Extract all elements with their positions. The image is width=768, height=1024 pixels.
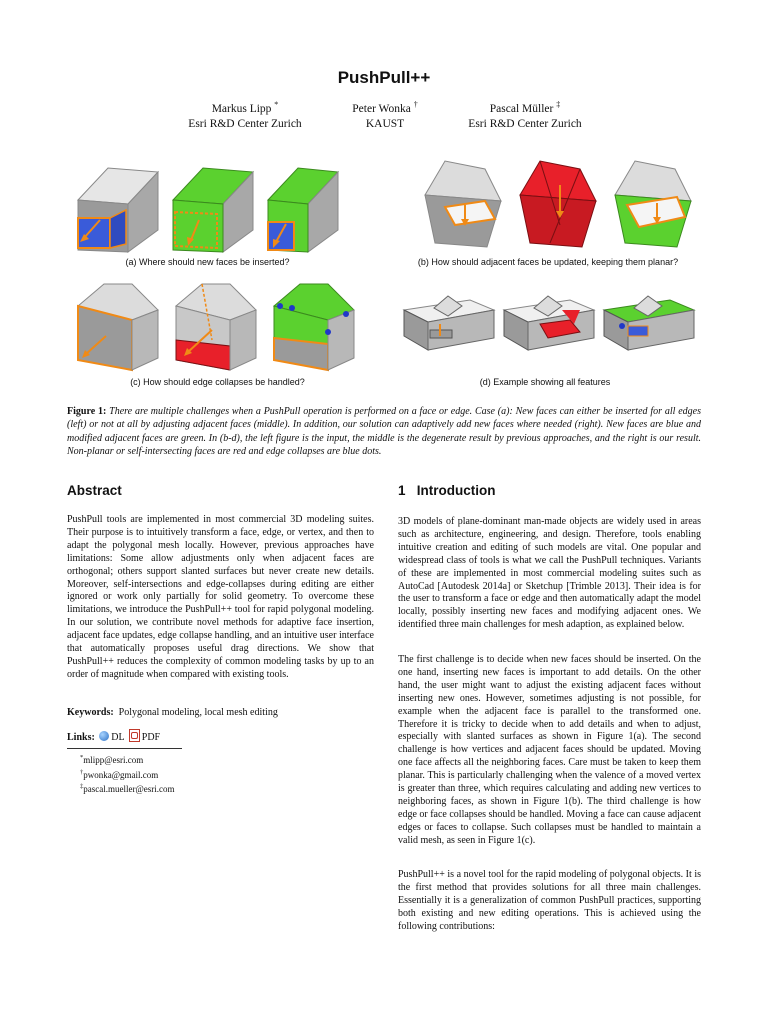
author-mark: ‡	[556, 100, 561, 109]
author-name: Markus Lipp	[211, 102, 272, 115]
figure-1d-illustration	[400, 280, 700, 370]
model-degenerate	[520, 161, 596, 247]
model-result	[604, 296, 694, 350]
figure-1c-illustration	[70, 280, 355, 375]
intro-paragraph-2: The first challenge is to decide when new faces should be inserted. On the one hand, inserting new faces is important to add details. On the other hand, the user might want to adjust the existing adjacent faces without inserting new ones. However, sometimes adjusting is not possible, for example when the adjacent face is parallel to the transformed one. Therefore it is tricky to decide when to add details and when to adjust, especially with slanted surfaces as shown in Figure 1(a). The second challenge is how vertices and adjacent faces should be updated. Moving one face affects all the neighboring faces. Care must be taken to keep them planar. This is particularly challenging when the valence of a moved vertex is greater than three, which requires calculating and adding new vertices to neighboring faces, as shown in Figure 1(b). The third challenge is how edge or face collapses should be handled. Moving a face can cause adjacent edges or faces to collapse. Such collapses must be handled to maintain a valid mesh, as seen in Figure 1(c).	[398, 654, 701, 846]
dl-link[interactable]: DL	[111, 732, 125, 743]
author-3	[455, 97, 595, 132]
author-mark: †	[413, 100, 418, 109]
footnote: ‡pascal.mueller@esri.com	[80, 783, 175, 794]
author-mark: *	[274, 100, 279, 109]
author-affiliation: Esri R&D Center Zurich	[188, 117, 302, 130]
paper-title: PushPull++	[337, 68, 431, 87]
abstract-heading: Abstract	[67, 483, 122, 498]
section-number: 1	[398, 483, 406, 498]
figure-caption	[67, 405, 701, 458]
figure-1a-illustration	[70, 160, 340, 260]
author-1	[180, 97, 310, 132]
author-2	[330, 97, 440, 132]
footnote: †pwonka@gmail.com	[80, 768, 159, 780]
model-result	[615, 161, 691, 247]
links-row	[67, 729, 374, 745]
introduction-heading	[398, 483, 496, 498]
abstract-text: PushPull tools are implemented in most commercial 3D modeling suites. Their purpose is to intuitively transform a face, edge, or vertex, and then to adapt the polygonal mesh locally. However, previous approaches have limitations: Some allow adjustments only when adjacent faces are orthogonal; others support slanted surfaces but never create new details. Moreover, self-intersections and edge-collapses during editing are either ignored or work only partially for solid geometry. To overcome these limitations, we introduce the PushPull++ tool for rapid polygonal modeling. In our solution, we contribute novel methods for adaptive face insertion, adjacent face updates, edge collapse handling, and an intuitive user interface that automatically proposes useful drag directions. We show that PushPull++ reduces the complexity of common modeling tasks by up to an order of magnitude when compared with existing tools.	[67, 514, 374, 680]
author-affiliation: KAUST	[365, 117, 405, 130]
model-blue-insert	[78, 168, 158, 252]
footnotes	[80, 752, 175, 796]
pdf-link[interactable]: PDF	[141, 732, 161, 743]
model-input	[404, 296, 494, 350]
model-adaptive	[268, 168, 338, 252]
author-name: Pascal Müller	[489, 102, 554, 115]
intro-paragraph-1: 3D models of plane-dominant man-made objects are widely used in areas such as architecture, engineering, and design. Therefore, tools enabling intuitive creation and editing of such models are vital. One popular and widespread class of tools is what we call the PushPull techniques. Variants of these are implemented in most commercial modeling suites such as AutoCad [Autodesk 2014a] or Sketchup [Trimble 2013]. Their idea is for the user to transform a face or edge and then automatically adapt the model locally, possibly inserting new faces and modifying adjacent ones. We identified three main challenges for mesh adaption, as explained below.	[398, 516, 701, 631]
model-green-adjust	[173, 168, 253, 252]
author-name: Peter Wonka	[352, 102, 411, 115]
model-degenerate	[176, 284, 256, 370]
figure-caption-label: Figure 1:	[67, 406, 107, 417]
links-label: Links:	[67, 732, 95, 743]
model-input	[78, 284, 158, 370]
footnote-divider	[67, 748, 182, 749]
model-input	[425, 161, 501, 247]
intro-paragraph-3: PushPull++ is a novel tool for the rapid modeling of polygonal objects. It is the first method that provides solutions for all three main challenges. Essentially it is a generalization of common PushPull practices, supporting both existing and new editing operations. This is achieved using the following contributions:	[398, 869, 701, 932]
subcaption-a: (a) Where should new faces be inserted?	[125, 257, 290, 267]
pdf-icon[interactable]	[129, 729, 140, 742]
figure-1b-illustration	[415, 155, 695, 255]
keywords-label: Keywords:	[67, 707, 114, 718]
subcaption-d: (d) Example showing all features	[479, 377, 611, 387]
model-result	[274, 284, 354, 370]
figure-caption-text: There are multiple challenges when a PushPull operation is performed on a face or edge. Case (a): New faces can either be inserted for all edges (left) or not at all by adjusting adjacent faces (middle). In addition, our solution can adaptively add new faces where needed (right). New faces are blue and modified adjacent faces are green. In (b-d), the left figure is the input, the middle is the degenerate result by previous approaches, and the right is our result. Non-planar or self-intersecting faces are red and edge collapses are blue dots.	[67, 406, 702, 457]
keywords-text: Polygonal modeling, local mesh editing	[118, 707, 278, 718]
subcaption-b: (b) How should adjacent faces be updated, keeping them planar?	[417, 257, 679, 267]
author-affiliation: Esri R&D Center Zurich	[468, 117, 582, 130]
subcaption-c: (c) How should edge collapses be handled?	[130, 377, 305, 387]
dl-icon[interactable]	[99, 731, 109, 741]
model-degenerate	[504, 296, 594, 350]
keywords	[67, 707, 374, 720]
footnote: *mlipp@esri.com	[80, 754, 144, 765]
section-title: Introduction	[416, 483, 496, 498]
